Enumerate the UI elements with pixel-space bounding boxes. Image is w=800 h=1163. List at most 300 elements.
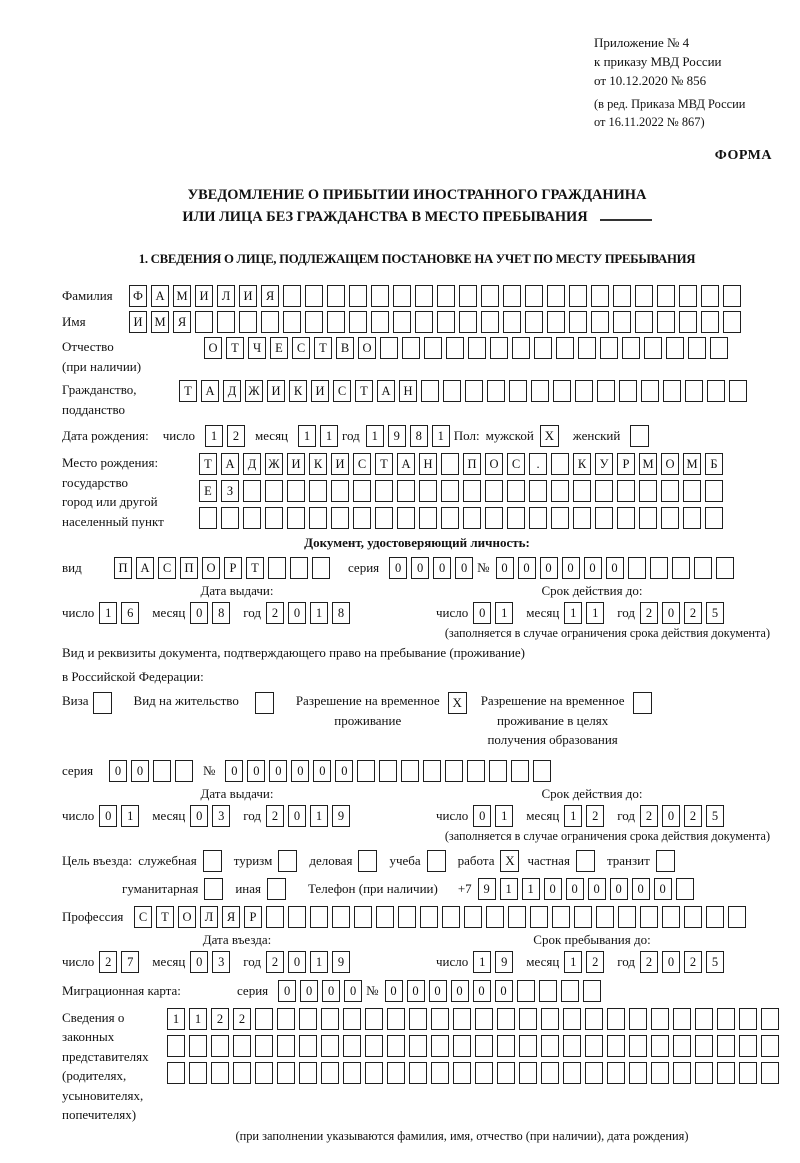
form-cell[interactable]: [629, 1062, 647, 1084]
form-cell[interactable]: [167, 1062, 185, 1084]
form-cell[interactable]: [349, 311, 367, 333]
form-cell[interactable]: [563, 1008, 581, 1030]
form-cell[interactable]: [575, 380, 593, 402]
form-cell[interactable]: [507, 507, 525, 529]
form-cell[interactable]: 5: [706, 602, 724, 624]
form-cell[interactable]: И: [331, 453, 349, 475]
form-cell[interactable]: [508, 906, 526, 928]
form-cell[interactable]: [419, 480, 437, 502]
form-cell[interactable]: Е: [270, 337, 288, 359]
form-cell[interactable]: 1: [564, 805, 582, 827]
form-cell[interactable]: Д: [223, 380, 241, 402]
form-cell[interactable]: [463, 480, 481, 502]
form-cell[interactable]: Т: [156, 906, 174, 928]
form-cell[interactable]: [445, 760, 463, 782]
form-cell[interactable]: [661, 480, 679, 502]
form-cell[interactable]: [299, 1062, 317, 1084]
form-cell[interactable]: [717, 1035, 735, 1057]
form-cell[interactable]: [453, 1035, 471, 1057]
form-cell[interactable]: [415, 285, 433, 307]
form-cell[interactable]: [552, 906, 570, 928]
form-cell[interactable]: 0: [269, 760, 287, 782]
form-cell[interactable]: [503, 311, 521, 333]
form-cell[interactable]: 2: [684, 805, 702, 827]
form-cell[interactable]: [525, 285, 543, 307]
form-cell[interactable]: [596, 906, 614, 928]
form-cell[interactable]: 8: [410, 425, 428, 447]
form-cell[interactable]: [728, 906, 746, 928]
form-cell[interactable]: 2: [684, 602, 702, 624]
form-cell[interactable]: [331, 507, 349, 529]
form-cell[interactable]: [661, 507, 679, 529]
form-cell[interactable]: 0: [429, 980, 447, 1002]
form-cell[interactable]: [233, 1062, 251, 1084]
form-cell[interactable]: [255, 1062, 273, 1084]
form-cell[interactable]: [431, 1008, 449, 1030]
form-cell[interactable]: 9: [495, 951, 513, 973]
form-cell[interactable]: [541, 1008, 559, 1030]
form-cell[interactable]: [490, 337, 508, 359]
purpose-chastnaya-checkbox[interactable]: [576, 850, 595, 872]
form-cell[interactable]: [441, 480, 459, 502]
form-cell[interactable]: [551, 507, 569, 529]
form-cell[interactable]: [595, 480, 613, 502]
form-cell[interactable]: [332, 906, 350, 928]
form-cell[interactable]: [475, 1008, 493, 1030]
form-cell[interactable]: [357, 760, 375, 782]
form-cell[interactable]: 5: [706, 951, 724, 973]
form-cell[interactable]: [710, 337, 728, 359]
form-cell[interactable]: 0: [389, 557, 407, 579]
form-cell[interactable]: 1: [366, 425, 384, 447]
form-cell[interactable]: [387, 1035, 405, 1057]
form-cell[interactable]: С: [158, 557, 176, 579]
form-cell[interactable]: [517, 980, 535, 1002]
form-cell[interactable]: [679, 285, 697, 307]
form-cell[interactable]: [529, 507, 547, 529]
edu-residence-checkbox[interactable]: [633, 692, 652, 714]
form-cell[interactable]: [437, 285, 455, 307]
form-cell[interactable]: [613, 285, 631, 307]
form-cell[interactable]: [585, 1062, 603, 1084]
form-cell[interactable]: А: [136, 557, 154, 579]
form-cell[interactable]: [365, 1008, 383, 1030]
form-cell[interactable]: 2: [266, 805, 284, 827]
form-cell[interactable]: Т: [179, 380, 197, 402]
form-cell[interactable]: [465, 380, 483, 402]
form-cell[interactable]: [563, 1035, 581, 1057]
form-cell[interactable]: А: [221, 453, 239, 475]
form-cell[interactable]: [365, 1062, 383, 1084]
form-cell[interactable]: [695, 1062, 713, 1084]
form-cell[interactable]: А: [201, 380, 219, 402]
form-cell[interactable]: [299, 1008, 317, 1030]
form-cell[interactable]: И: [311, 380, 329, 402]
form-cell[interactable]: [327, 311, 345, 333]
form-cell[interactable]: [639, 480, 657, 502]
form-cell[interactable]: [481, 311, 499, 333]
form-cell[interactable]: Н: [399, 380, 417, 402]
form-cell[interactable]: [683, 507, 701, 529]
form-cell[interactable]: И: [195, 285, 213, 307]
form-cell[interactable]: [569, 285, 587, 307]
form-cell[interactable]: [283, 311, 301, 333]
form-cell[interactable]: [277, 1062, 295, 1084]
form-cell[interactable]: 9: [478, 878, 496, 900]
form-cell[interactable]: [268, 557, 286, 579]
form-cell[interactable]: [706, 906, 724, 928]
form-cell[interactable]: 0: [606, 557, 624, 579]
form-cell[interactable]: [640, 906, 658, 928]
form-cell[interactable]: [685, 380, 703, 402]
form-cell[interactable]: 0: [190, 805, 208, 827]
purpose-sluzhebnaya-checkbox[interactable]: [203, 850, 222, 872]
form-cell[interactable]: Т: [375, 453, 393, 475]
form-cell[interactable]: [705, 480, 723, 502]
form-cell[interactable]: [453, 1008, 471, 1030]
form-cell[interactable]: О: [485, 453, 503, 475]
form-cell[interactable]: [309, 480, 327, 502]
form-cell[interactable]: [525, 311, 543, 333]
form-cell[interactable]: [613, 311, 631, 333]
form-cell[interactable]: 8: [212, 602, 230, 624]
form-cell[interactable]: [629, 1035, 647, 1057]
form-cell[interactable]: Ч: [248, 337, 266, 359]
form-cell[interactable]: 0: [313, 760, 331, 782]
form-cell[interactable]: [574, 906, 592, 928]
form-cell[interactable]: [305, 285, 323, 307]
form-cell[interactable]: В: [336, 337, 354, 359]
form-cell[interactable]: [442, 906, 460, 928]
form-cell[interactable]: [398, 906, 416, 928]
form-cell[interactable]: [705, 507, 723, 529]
form-cell[interactable]: [723, 311, 741, 333]
form-cell[interactable]: [310, 906, 328, 928]
form-cell[interactable]: 1: [205, 425, 223, 447]
form-cell[interactable]: [309, 507, 327, 529]
form-cell[interactable]: [327, 285, 345, 307]
form-cell[interactable]: [607, 1008, 625, 1030]
form-cell[interactable]: [485, 480, 503, 502]
form-cell[interactable]: 0: [291, 760, 309, 782]
form-cell[interactable]: [437, 311, 455, 333]
sex-male-checkbox[interactable]: X: [540, 425, 559, 447]
form-cell[interactable]: С: [507, 453, 525, 475]
form-cell[interactable]: 0: [584, 557, 602, 579]
form-cell[interactable]: О: [202, 557, 220, 579]
form-cell[interactable]: 0: [588, 878, 606, 900]
form-cell[interactable]: [644, 337, 662, 359]
form-cell[interactable]: [475, 1062, 493, 1084]
form-cell[interactable]: [349, 285, 367, 307]
form-cell[interactable]: [468, 337, 486, 359]
form-cell[interactable]: [365, 1035, 383, 1057]
form-cell[interactable]: 1: [473, 951, 491, 973]
form-cell[interactable]: [402, 337, 420, 359]
form-cell[interactable]: [739, 1008, 757, 1030]
form-cell[interactable]: [419, 507, 437, 529]
form-cell[interactable]: 2: [266, 602, 284, 624]
form-cell[interactable]: 0: [385, 980, 403, 1002]
form-cell[interactable]: 2: [640, 951, 658, 973]
form-cell[interactable]: Д: [243, 453, 261, 475]
form-cell[interactable]: [387, 1008, 405, 1030]
form-cell[interactable]: [481, 285, 499, 307]
form-cell[interactable]: [343, 1008, 361, 1030]
form-cell[interactable]: [287, 480, 305, 502]
form-cell[interactable]: [761, 1035, 779, 1057]
form-cell[interactable]: [387, 1062, 405, 1084]
form-cell[interactable]: И: [287, 453, 305, 475]
form-cell[interactable]: [578, 337, 596, 359]
form-cell[interactable]: [629, 1008, 647, 1030]
form-cell[interactable]: 0: [411, 557, 429, 579]
form-cell[interactable]: 1: [310, 805, 328, 827]
form-cell[interactable]: 0: [473, 602, 491, 624]
form-cell[interactable]: 0: [632, 878, 650, 900]
purpose-tranzit-checkbox[interactable]: [656, 850, 675, 872]
form-cell[interactable]: М: [683, 453, 701, 475]
form-cell[interactable]: Н: [419, 453, 437, 475]
form-cell[interactable]: Ж: [245, 380, 263, 402]
form-cell[interactable]: 5: [706, 805, 724, 827]
purpose-ucheba-checkbox[interactable]: [427, 850, 446, 872]
form-cell[interactable]: [676, 878, 694, 900]
form-cell[interactable]: 3: [212, 805, 230, 827]
form-cell[interactable]: 0: [455, 557, 473, 579]
form-cell[interactable]: 2: [586, 951, 604, 973]
form-cell[interactable]: 0: [662, 602, 680, 624]
form-cell[interactable]: 1: [298, 425, 316, 447]
form-cell[interactable]: [431, 1035, 449, 1057]
form-cell[interactable]: 0: [335, 760, 353, 782]
form-cell[interactable]: [376, 906, 394, 928]
form-cell[interactable]: .: [529, 453, 547, 475]
form-cell[interactable]: [551, 453, 569, 475]
form-cell[interactable]: [299, 1035, 317, 1057]
form-cell[interactable]: [563, 1062, 581, 1084]
form-cell[interactable]: П: [114, 557, 132, 579]
form-cell[interactable]: 2: [211, 1008, 229, 1030]
form-cell[interactable]: [397, 480, 415, 502]
form-cell[interactable]: 6: [121, 602, 139, 624]
form-cell[interactable]: [585, 1035, 603, 1057]
form-cell[interactable]: [420, 906, 438, 928]
form-cell[interactable]: [343, 1035, 361, 1057]
form-cell[interactable]: [497, 1062, 515, 1084]
form-cell[interactable]: [221, 507, 239, 529]
form-cell[interactable]: [650, 557, 668, 579]
form-cell[interactable]: [717, 1008, 735, 1030]
form-cell[interactable]: 0: [247, 760, 265, 782]
form-cell[interactable]: [663, 380, 681, 402]
form-cell[interactable]: [475, 1035, 493, 1057]
form-cell[interactable]: [459, 285, 477, 307]
form-cell[interactable]: [409, 1008, 427, 1030]
form-cell[interactable]: [684, 906, 702, 928]
form-cell[interactable]: [551, 480, 569, 502]
form-cell[interactable]: [569, 311, 587, 333]
form-cell[interactable]: К: [573, 453, 591, 475]
form-cell[interactable]: 1: [586, 602, 604, 624]
form-cell[interactable]: 0: [540, 557, 558, 579]
form-cell[interactable]: [353, 480, 371, 502]
form-cell[interactable]: [312, 557, 330, 579]
form-cell[interactable]: [431, 1062, 449, 1084]
form-cell[interactable]: [239, 311, 257, 333]
form-cell[interactable]: Я: [261, 285, 279, 307]
form-cell[interactable]: 0: [518, 557, 536, 579]
form-cell[interactable]: 0: [433, 557, 451, 579]
form-cell[interactable]: [683, 480, 701, 502]
form-cell[interactable]: Т: [246, 557, 264, 579]
form-cell[interactable]: О: [204, 337, 222, 359]
form-cell[interactable]: [591, 285, 609, 307]
form-cell[interactable]: М: [173, 285, 191, 307]
form-cell[interactable]: 0: [190, 602, 208, 624]
form-cell[interactable]: 8: [332, 602, 350, 624]
form-cell[interactable]: [485, 507, 503, 529]
form-cell[interactable]: [397, 507, 415, 529]
form-cell[interactable]: П: [463, 453, 481, 475]
form-cell[interactable]: У: [595, 453, 613, 475]
form-cell[interactable]: 0: [300, 980, 318, 1002]
form-cell[interactable]: [353, 507, 371, 529]
form-cell[interactable]: [167, 1035, 185, 1057]
form-cell[interactable]: 9: [332, 951, 350, 973]
form-cell[interactable]: [739, 1062, 757, 1084]
form-cell[interactable]: 0: [610, 878, 628, 900]
form-cell[interactable]: О: [358, 337, 376, 359]
form-cell[interactable]: [657, 311, 675, 333]
form-cell[interactable]: 2: [227, 425, 245, 447]
form-cell[interactable]: [277, 1008, 295, 1030]
form-cell[interactable]: [195, 311, 213, 333]
form-cell[interactable]: 7: [121, 951, 139, 973]
form-cell[interactable]: [331, 480, 349, 502]
form-cell[interactable]: Т: [226, 337, 244, 359]
form-cell[interactable]: [541, 1062, 559, 1084]
form-cell[interactable]: [651, 1035, 669, 1057]
form-cell[interactable]: 0: [451, 980, 469, 1002]
form-cell[interactable]: С: [333, 380, 351, 402]
form-cell[interactable]: [617, 480, 635, 502]
form-cell[interactable]: 0: [407, 980, 425, 1002]
form-cell[interactable]: Ф: [129, 285, 147, 307]
form-cell[interactable]: [189, 1035, 207, 1057]
form-cell[interactable]: [290, 557, 308, 579]
form-cell[interactable]: [591, 311, 609, 333]
form-cell[interactable]: [600, 337, 618, 359]
form-cell[interactable]: М: [639, 453, 657, 475]
form-cell[interactable]: [379, 760, 397, 782]
form-cell[interactable]: Р: [224, 557, 242, 579]
form-cell[interactable]: [453, 1062, 471, 1084]
form-cell[interactable]: [651, 1008, 669, 1030]
form-cell[interactable]: [409, 1035, 427, 1057]
form-cell[interactable]: [701, 311, 719, 333]
form-cell[interactable]: [628, 557, 646, 579]
form-cell[interactable]: [486, 906, 504, 928]
form-cell[interactable]: А: [377, 380, 395, 402]
form-cell[interactable]: 1: [432, 425, 450, 447]
form-cell[interactable]: [607, 1062, 625, 1084]
form-cell[interactable]: К: [309, 453, 327, 475]
form-cell[interactable]: [243, 507, 261, 529]
form-cell[interactable]: [662, 906, 680, 928]
form-cell[interactable]: [673, 1008, 691, 1030]
form-cell[interactable]: [265, 480, 283, 502]
form-cell[interactable]: 0: [190, 951, 208, 973]
form-cell[interactable]: Е: [199, 480, 217, 502]
form-cell[interactable]: 1: [99, 602, 117, 624]
form-cell[interactable]: [321, 1035, 339, 1057]
form-cell[interactable]: [283, 285, 301, 307]
form-cell[interactable]: П: [180, 557, 198, 579]
form-cell[interactable]: [371, 285, 389, 307]
form-cell[interactable]: [255, 1035, 273, 1057]
form-cell[interactable]: [380, 337, 398, 359]
form-cell[interactable]: [679, 311, 697, 333]
form-cell[interactable]: 0: [662, 951, 680, 973]
form-cell[interactable]: [423, 760, 441, 782]
form-cell[interactable]: [393, 311, 411, 333]
form-cell[interactable]: [701, 285, 719, 307]
form-cell[interactable]: 2: [586, 805, 604, 827]
form-cell[interactable]: [443, 380, 461, 402]
form-cell[interactable]: З: [221, 480, 239, 502]
form-cell[interactable]: Л: [200, 906, 218, 928]
form-cell[interactable]: 2: [99, 951, 117, 973]
form-cell[interactable]: 9: [388, 425, 406, 447]
form-cell[interactable]: И: [267, 380, 285, 402]
form-cell[interactable]: [673, 1062, 691, 1084]
form-cell[interactable]: [243, 480, 261, 502]
form-cell[interactable]: 1: [310, 951, 328, 973]
form-cell[interactable]: [343, 1062, 361, 1084]
form-cell[interactable]: [409, 1062, 427, 1084]
form-cell[interactable]: 1: [495, 602, 513, 624]
form-cell[interactable]: Я: [222, 906, 240, 928]
form-cell[interactable]: [666, 337, 684, 359]
form-cell[interactable]: К: [289, 380, 307, 402]
form-cell[interactable]: [371, 311, 389, 333]
form-cell[interactable]: [464, 906, 482, 928]
form-cell[interactable]: [211, 1035, 229, 1057]
form-cell[interactable]: [607, 1035, 625, 1057]
form-cell[interactable]: Я: [173, 311, 191, 333]
form-cell[interactable]: Т: [199, 453, 217, 475]
form-cell[interactable]: О: [661, 453, 679, 475]
purpose-rabota-checkbox[interactable]: X: [500, 850, 519, 872]
form-cell[interactable]: [547, 311, 565, 333]
form-cell[interactable]: Р: [617, 453, 635, 475]
form-cell[interactable]: [657, 285, 675, 307]
form-cell[interactable]: [354, 906, 372, 928]
form-cell[interactable]: И: [239, 285, 257, 307]
form-cell[interactable]: [723, 285, 741, 307]
form-cell[interactable]: 1: [310, 602, 328, 624]
form-cell[interactable]: [617, 507, 635, 529]
form-cell[interactable]: 0: [225, 760, 243, 782]
form-cell[interactable]: 0: [109, 760, 127, 782]
form-cell[interactable]: [641, 380, 659, 402]
form-cell[interactable]: [305, 311, 323, 333]
form-cell[interactable]: [446, 337, 464, 359]
form-cell[interactable]: [553, 380, 571, 402]
form-cell[interactable]: [639, 507, 657, 529]
form-cell[interactable]: 1: [495, 805, 513, 827]
